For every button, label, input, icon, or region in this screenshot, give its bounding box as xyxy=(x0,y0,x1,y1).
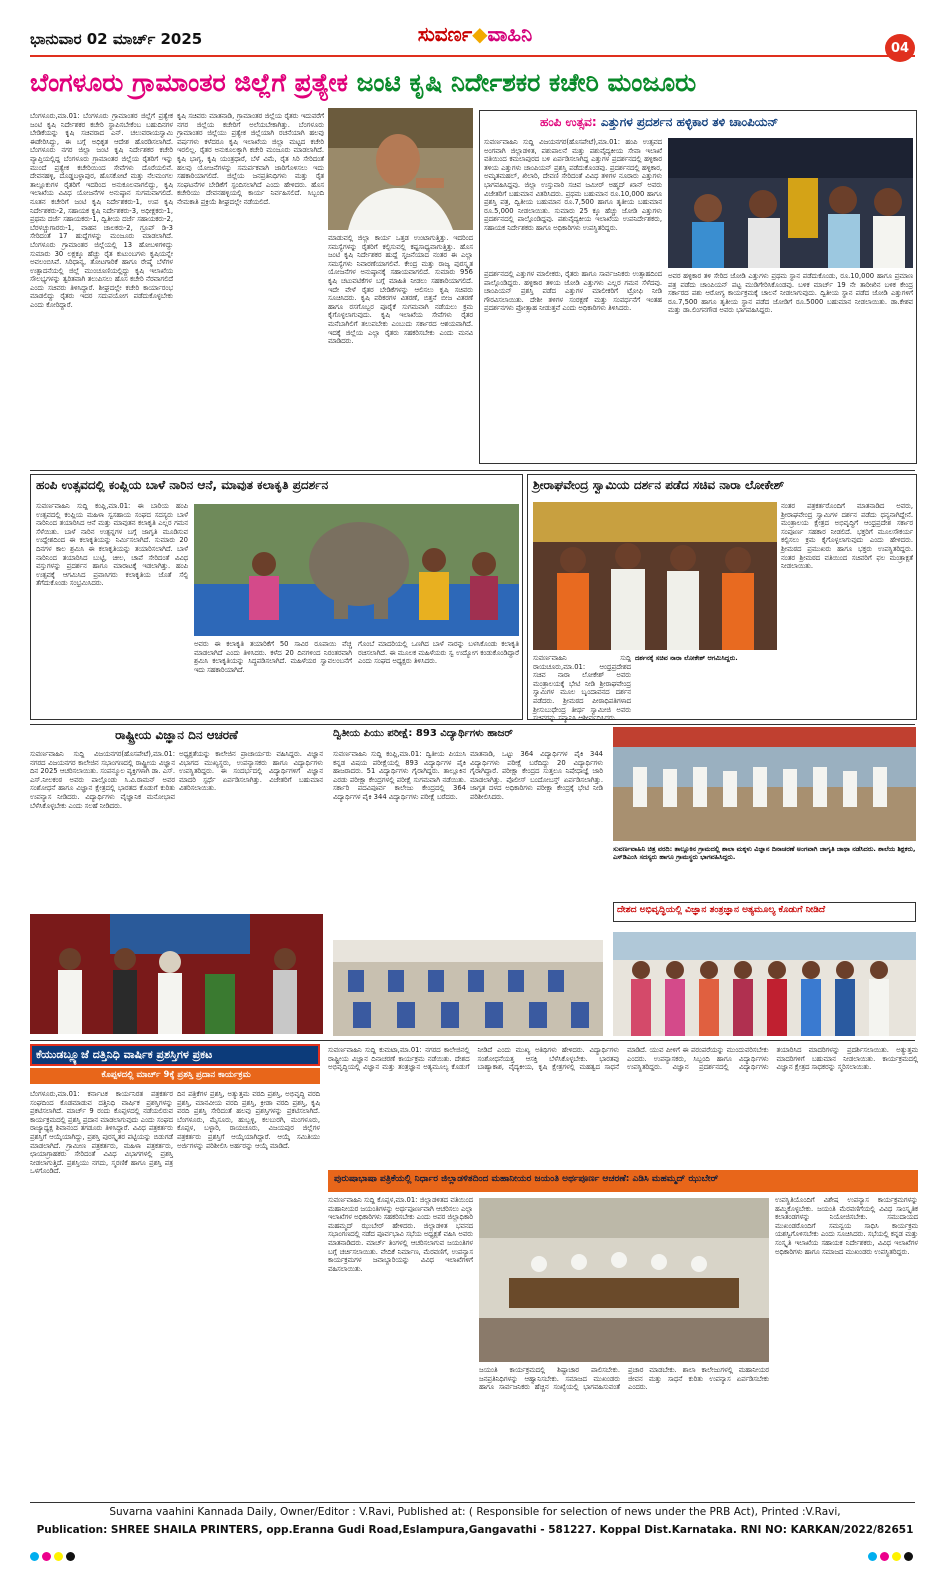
story3-column-1: ಸುವರ್ಣವಾಹಿನಿ ಸುದ್ದಿ ಕಂಪ್ಲಿ,ಮಾ.01: ಈ ಬಾರಿಯ ಹಂಪಿ ಉತ್ಸವದಲ್ಲಿ ಕಂಪ್ಲಿಯ ಮಹಿಳಾ ಸ್ವಸಹಾಯ ಸಂಘದ ಸದಸ್ಯರು ಬಾಳೆ ನಾರಿನಿಂದ ತಯಾರಿಸಿದ ಆನೆ ಮತ್ತು ಮಾವುತನ ಕಲಾಕೃತಿ ಎಲ್ಲರ ಗಮನ ಸೆಳೆಯಿತು. ಬಾಳೆ ನಾರಿನ ಉತ್ಪನ್ನಗಳ ಬಗ್ಗೆ ಜಾಗೃತಿ ಮೂಡಿಸುವ ಉದ್ದೇಶದಿಂದ ಈ ಕಲಾಕೃತಿಯನ್ನು ನಿರ್ಮಿಸಲಾಗಿದೆ. ಸುಮಾರು 20 ದಿನಗಳ ಕಾಲ ಶ್ರಮಿಸಿ ಈ ಕಲಾಕೃತಿಯನ್ನು ತಯಾರಿಸಲಾಗಿದೆ. ಬಾಳೆ ನಾರಿನಿಂದ ತಯಾರಿಸಿದ ಬುಟ್ಟಿ, ಚೀಲ, ಚಾಪೆ ಸೇರಿದಂತೆ ವಿವಿಧ ವಸ್ತುಗಳನ್ನು ಪ್ರದರ್ಶನ ಹಾಗೂ ಮಾರಾಟಕ್ಕೆ ಇಡಲಾಗಿತ್ತು. ಹಂಪಿ ಉತ್ಸವಕ್ಕೆ ಆಗಮಿಸಿದ ಪ್ರವಾಸಿಗರು ಕಲಾಕೃತಿಯ ಜೊತೆ ಸೆಲ್ಫಿ ತೆಗೆದುಕೊಂಡು ಸಂಭ್ರಮಿಸಿದರು. xyxy=(36,502,188,588)
story9-column-2: ದಿನ ಪತ್ರಿಕೆಗಳ ಪ್ರಶಸ್ತಿ, ಅತ್ಯುತ್ತಮ ವರದಿ ಪ್ರಶಸ್ತಿ, ಅಭಿವೃದ್ಧಿ ವರದಿ ಪ್ರಶಸ್ತಿ, ಮಾನವೀಯ ವರದಿ ಪ್ರಶಸ್ತಿ, ಕ್ರೀಡಾ ವರದಿ ಪ್ರಶಸ್ತಿ, ಕೃಷಿ ವರದಿ ಪ್ರಶಸ್ತಿ ಸೇರಿದಂತೆ ಹಲವು ಪ್ರಶಸ್ತಿಗಳನ್ನು ಪ್ರಕಟಿಸಲಾಗಿದೆ. ಬೆಂಗಳೂರು, ಮೈಸೂರು, ಹುಬ್ಬಳ್ಳಿ, ಕಲಬುರಗಿ, ಮಂಗಳೂರು, ಕೊಪ್ಪಳ, ಬಳ್ಳಾರಿ, ರಾಯಚೂರು, ವಿಜಯಪುರ ಜಿಲ್ಲೆಗಳ ಪತ್ರಕರ್ತರು ಪ್ರಶಸ್ತಿಗೆ ಆಯ್ಕೆಯಾಗಿದ್ದಾರೆ. ಆಯ್ಕೆ ಸಮಿತಿಯು ಅರ್ಜಿಗಳನ್ನು ಪರಿಶೀಲಿಸಿ ಅರ್ಹರನ್ನು ಆಯ್ಕೆ ಮಾಡಿದೆ. xyxy=(177,1090,320,1150)
registration-marks-right xyxy=(868,1552,913,1562)
story3-column-3: ಗೊಂಬೆ ಮಾದರಿಯಲ್ಲಿ ಒಣಗಿದ ಬಾಳೆ ನಾರನ್ನು ಬಳಸಿಕೊಂಡು ಕಲಾಕೃತಿ ರಚಿಸಲಾಗಿದೆ. ಈ ಮೂಲಕ ಮಹಿಳೆಯರು ಸ್ವ ಉದ್ಯೋಗ ಕಂಡುಕೊಂಡಿದ್ದಾರೆ ಎಂದು ಸಂಘದ ಅಧ್ಯಕ್ಷರು ತಿಳಿಸಿದರು. xyxy=(358,640,519,666)
divider-2 xyxy=(30,724,915,725)
story4-column-2: ನಂತರ ಪತ್ರಕರ್ತರೊಂದಿಗೆ ಮಾತನಾಡಿದ ಅವರು, ಶ್ರೀರಾಘವೇಂದ್ರ ಸ್ವಾಮಿಗಳ ದರ್ಶನ ಪಡೆದು ಧನ್ಯನಾಗಿದ್ದೇನೆ. ಮಂತ್ರಾಲಯ ಕ್ಷೇತ್ರದ ಅಭಿವೃದ್ಧಿಗೆ ಆಂಧ್ರಪ್ರದೇಶ ಸರ್ಕಾರ ಸಂಪೂರ್ಣ ಸಹಕಾರ ನೀಡಲಿದೆ. ಭಕ್ತರಿಗೆ ಮೂಲಸೌಕರ್ಯ ಕಲ್ಪಿಸಲು ಕ್ರಮ ಕೈಗೊಳ್ಳಲಾಗುವುದು ಎಂದು ಹೇಳಿದರು. ಶ್ರೀಮಠದ ಪ್ರಮುಖರು ಹಾಗೂ ಭಕ್ತರು ಉಪಸ್ಥಿತರಿದ್ದರು. ನಂತರ ಶ್ರೀಮಠದ ವತಿಯಿಂದ ಸಚಿವರಿಗೆ ಫಲ ಮಂತ್ರಾಕ್ಷತೆ ನೀಡಲಾಯಿತು. xyxy=(781,502,913,571)
story4-column-1: ಸುವರ್ಣವಾಹಿನಿ ಸುದ್ದಿ ರಾಯಚೂರು,ಮಾ.01: ಆಂಧ್ರಪ್ರದೇಶದ ಸಚಿವ ನಾರಾ ಲೋಕೇಶ್ ಅವರು ಮಂತ್ರಾಲಯಕ್ಕೆ ಭೇಟಿ ನೀಡಿ ಶ್ರೀರಾಘವೇಂದ್ರ ಸ್ವಾಮಿಗಳ ಮೂಲ ಬೃಂದಾವನದ ದರ್ಶನ ಪಡೆದರು. ಶ್ರೀಮಠದ ಪೀಠಾಧಿಪತಿಗಳಾದ ಶ್ರೀಸುಬುಧೇಂದ್ರ ತೀರ್ಥ ಸ್ವಾಮೀಜಿ ಅವರು ಸಚಿವರನ್ನು ಸನ್ಮಾನಿಸಿ ಆಶೀರ್ವದಿಸಿದರು. xyxy=(533,654,631,723)
main-headline-part-2: ಜಂಟಿ ಕೃಷಿ ನಿರ್ದೇಶಕರ ಕಚೇರಿ ಮಂಜೂರು xyxy=(347,68,697,97)
story1-column-2: ಕೃಷಿ ಸಚಿವರು ಮಾತನಾಡಿ, ಗ್ರಾಮಾಂತರ ಜಿಲ್ಲೆಯ ರೈತರು ಇದುವರೆಗೆ ನಗರ ಜಿಲ್ಲೆಯ ಕಚೇರಿಗೆ ಅಲೆಯಬೇಕಾಗಿತ್ತು. ಬೆಂಗಳೂರು ಗ್ರಾಮಾಂತರ ಜಿಲ್ಲೆಯು ಪ್ರತ್ಯೇಕ ಜಿಲ್ಲೆಯಾಗಿ ರಚನೆಯಾಗಿ ಹಲವು ವರ್ಷಗಳು ಕಳೆದರೂ ಕೃಷಿ ಇಲಾಖೆಯ ಜಿಲ್ಲಾ ಮಟ್ಟದ ಕಚೇರಿ ಇರಲಿಲ್ಲ. ರೈತರ ಅನುಕೂಲಕ್ಕಾಗಿ ಕಚೇರಿ ಮಂಜೂರು ಮಾಡಲಾಗಿದೆ. ಕೃಷಿ ಭಾಗ್ಯ, ಕೃಷಿ ಯಂತ್ರಧಾರೆ, ಬೆಳೆ ವಿಮೆ, ರೈತ ಸಿರಿ ಸೇರಿದಂತೆ ಹಲವು ಯೋಜನೆಗಳನ್ನು ಸಮರ್ಪಕವಾಗಿ ಜಾರಿಗೊಳಿಸಲು ಇದು ಸಹಕಾರಿಯಾಗಲಿದೆ. ಜಿಲ್ಲೆಯ ಜನಪ್ರತಿನಿಧಿಗಳು ಮತ್ತು ರೈತ ಸಂಘಟನೆಗಳ ಬೇಡಿಕೆಗೆ ಸ್ಪಂದಿಸಲಾಗಿದೆ ಎಂದು ಹೇಳಿದರು. ಹೊಸ ಕಚೇರಿಯು ದೇವನಹಳ್ಳಿಯಲ್ಲಿ ಕಾರ್ಯ ನಿರ್ವಹಿಸಲಿದೆ. ಸಿಬ್ಬಂದಿ ನೇಮಕಾತಿ ಪ್ರಕ್ರಿಯೆ ಶೀಘ್ರದಲ್ಲೇ ನಡೆಯಲಿದೆ. xyxy=(177,112,324,206)
story9-column-1: ಬೆಂಗಳೂರು,ಮಾ.01: ಕರ್ನಾಟಕ ಕಾರ್ಯನಿರತ ಪತ್ರಕರ್ತರ ಸಂಘದಿಂದ ಕೊಡಮಾಡುವ ದತ್ತಿನಿಧಿ ವಾರ್ಷಿಕ ಪ್ರಶಸ್ತಿಗಳನ್ನು ಪ್ರಕಟಿಸಲಾಗಿದೆ. ಮಾರ್ಚ್ 9 ರಂದು ಕೊಪ್ಪಳದಲ್ಲಿ ನಡೆಯಲಿರುವ ಕಾರ್ಯಕ್ರಮದಲ್ಲಿ ಪ್ರಶಸ್ತಿ ಪ್ರದಾನ ಮಾಡಲಾಗುವುದು ಎಂದು ಸಂಘದ ರಾಜ್ಯಾಧ್ಯಕ್ಷ ಶಿವಾನಂದ ತಗಡೂರು ತಿಳಿಸಿದ್ದಾರೆ. ವಿವಿಧ ಪತ್ರಕರ್ತರು ಪ್ರಶಸ್ತಿಗೆ ಆಯ್ಕೆಯಾಗಿದ್ದು, ಪ್ರಶಸ್ತಿ ಪುರಸ್ಕೃತರ ಪಟ್ಟಿಯನ್ನು ಬಿಡುಗಡೆ ಮಾಡಲಾಗಿದೆ. ಗ್ರಾಮೀಣ ಪತ್ರಕರ್ತರು, ಮಹಿಳಾ ಪತ್ರಕರ್ತರು, ಛಾಯಾಗ್ರಾಹಕರು ಸೇರಿದಂತೆ ವಿವಿಧ ವಿಭಾಗಗಳಲ್ಲಿ ಪ್ರಶಸ್ತಿ ನೀಡಲಾಗುತ್ತಿದೆ. ಪ್ರಶಸ್ತಿಯು ನಗದು, ಸ್ಮರಣಿಕೆ ಹಾಗೂ ಪ್ರಶಸ್ತಿ ಪತ್ರ ಒಳಗೊಂಡಿದೆ. xyxy=(30,1090,173,1176)
divider-3 xyxy=(30,1040,915,1041)
main-headline xyxy=(30,68,920,106)
minister-photo xyxy=(328,108,473,230)
story2-column-2: ಪ್ರದರ್ಶನದಲ್ಲಿ ಎತ್ತುಗಳ ಮಾಲೀಕರು, ರೈತರು ಹಾಗೂ ಸಾರ್ವಜನಿಕರು ಉತ್ಸಾಹದಿಂದ ಪಾಲ್ಗೊಂಡಿದ್ದರು. ಹಳ್ಳಿಕಾರ ತಳಿಯ ಜೋಡಿ ಎತ್ತುಗಳು ಎಲ್ಲರ ಗಮನ ಸೆಳೆದವು. ಚಾಂಪಿಯನ್ ಪ್ರಶಸ್ತಿ ಪಡೆದ ಎತ್ತುಗಳ ಮಾಲೀಕರಿಗೆ ಟ್ರೋಫಿ ನೀಡಿ ಗೌರವಿಸಲಾಯಿತು. ದೇಶೀ ತಳಿಗಳ ಸಂರಕ್ಷಣೆ ಮತ್ತು ಸಂವರ್ಧನೆಗೆ ಇಂತಹ ಪ್ರದರ್ಶನಗಳು ಪ್ರೋತ್ಸಾಹ ನೀಡುತ್ತವೆ ಎಂದು ಅಧಿಕಾರಿಗಳು ತಿಳಿಸಿದರು. xyxy=(484,270,662,313)
rally-photo xyxy=(613,727,916,841)
story9-subtitle: ಕೊಪ್ಪಳದಲ್ಲಿ ಮಾರ್ಚ್ 9ಕ್ಕೆ ಪ್ರಶಸ್ತಿ ಪ್ರದಾನ ಕಾರ್ಯಕ್ರಮ xyxy=(101,1070,251,1080)
temple-visit-photo xyxy=(533,502,777,650)
story2-column-3: ಅವರ ಹಳ್ಳಿಕಾರ ತಳಿ ಸೇರಿದ ಜೋಡಿ ಎತ್ತುಗಳು ಪ್ರಥಮ ಸ್ಥಾನ ಪಡೆದುಕೊಂಡು, ರೂ.10,000 ಹಾಗೂ ಪ್ರಮಾಣ ಪತ್ರ ಪಡೆದು ಚಾಂಪಿಯನ್ ಪಟ್ಟ ಮುಡಿಗೇರಿಸಿಕೊಂಡವು. ಬಳಿಕ ಮಾರ್ಚ್ 19 ನೇ ತಾರೀಖಿನ ಬಳಿಕ ಕೇಂದ್ರ ಸರ್ಕಾರದ ಪಶು ಆರೋಗ್ಯ ಕಾರ್ಯಕ್ರಮಕ್ಕೆ ಚಾಲನೆ ನೀಡಲಾಗುವುದು. ದ್ವಿತೀಯ ಸ್ಥಾನ ಪಡೆದ ಜೋಡಿ ಎತ್ತುಗಳಿಗೆ ರೂ.7,500 ಹಾಗೂ ತೃತೀಯ ಸ್ಥಾನ ಪಡೆದ ಜೋಡಿಗೆ ರೂ.5000 ಬಹುಮಾನ ನೀಡಲಾಯಿತು. ಡಾ.ಕೇಶವ ಮತ್ತು ಡಾ.ಲಿಂಗನಗೌಡ ಅವರು ಭಾಗವಹಿಸಿದ್ದರು. xyxy=(668,272,913,315)
header-rule xyxy=(30,55,915,57)
story3-column-2: ಅವರು ಈ ಕಲಾಕೃತಿ ತಯಾರಿಕೆಗೆ 50 ಸಾವಿರ ರೂಪಾಯಿ ವೆಚ್ಚ ಮಾಡಲಾಗಿದೆ ಎಂದು ತಿಳಿಸಿದರು. ಕಳೆದ 20 ದಿನಗಳಿಂದ ನಿರಂತರವಾಗಿ ಶ್ರಮಿಸಿ ಕಲಾಕೃತಿಯನ್ನು ಸಿದ್ಧಪಡಿಸಲಾಗಿದೆ. ಮಹಿಳೆಯರ ಸ್ವಾವಲಂಬನೆಗೆ ಇದು ಸಹಕಾರಿಯಾಗಿದೆ. xyxy=(194,640,352,674)
page-number: 04 xyxy=(885,34,915,62)
issue-date: ಭಾನುವಾರ 02 ಮಾರ್ಚ್ 2025 xyxy=(30,30,203,48)
story5-column-1: ಸುವರ್ಣವಾಹಿನಿ ಸುದ್ದಿ ವಿಜಯನಗರ(ಹೊಸಪೇಟೆ),ಮಾ.01: ನಗರದ ವಿಜಯನಗರ ಕಾಲೇಜಿನ ಸಭಾಂಗಣದಲ್ಲಿ ರಾಷ್ಟ್ರೀಯ ವಿಜ್ಞಾನ ದಿನ 2025 ಆಚರಿಸಲಾಯಿತು. ಸಂಪನ್ಮೂಲ ವ್ಯಕ್ತಿಗಳಾಗಿ ಡಾ. ಎಸ್. ಎಸ್.ನೀಲಕಂಠ ಅವರು ಪಾಲ್ಗೊಂಡು ಸಿ.ವಿ.ರಾಮನ್ ಅವರ ಸಂಶೋಧನೆ ಹಾಗೂ ವಿಜ್ಞಾನ ಕ್ಷೇತ್ರದಲ್ಲಿ ಭಾರತದ ಕೊಡುಗೆ ಕುರಿತು ಉಪನ್ಯಾಸ ನೀಡಿದರು. ವಿದ್ಯಾರ್ಥಿಗಳು ವೈಜ್ಞಾನಿಕ ಮನೋಭಾವ ಬೆಳೆಸಿಕೊಳ್ಳಬೇಕು ಎಂದು ಸಲಹೆ ನೀಡಿದರು. xyxy=(30,750,175,810)
magenta-dot xyxy=(880,1552,889,1561)
yellow-dot xyxy=(54,1552,63,1561)
cyan-dot xyxy=(868,1552,877,1561)
science-day-photo xyxy=(30,914,323,1034)
story6-column-1: ಸುವರ್ಣವಾಹಿನಿ ಸುದ್ದಿ ಕಂಪ್ಲಿ,ಮಾ.01: ದ್ವಿತೀಯ ಪಿಯುಸಿ ಕನ್ನಡ ವಿಷಯ ಪರೀಕ್ಷೆಯಲ್ಲಿ 893 ವಿದ್ಯಾರ್ಥಿಗಳ ಪೈಕಿ ಹಾಜರಾದರು. 51 ವಿದ್ಯಾರ್ಥಿಗಳು ಗೈರಾಗಿದ್ದರು. ತಾಲ್ಲೂಕಿನ ಎರಡು ಪರೀಕ್ಷಾ ಕೇಂದ್ರಗಳಲ್ಲಿ ಪರೀಕ್ಷೆ ಸುಗಮವಾಗಿ ನಡೆಯಿತು. ಸರ್ಕಾರಿ ಪದವಿಪೂರ್ವ ಕಾಲೇಜು ಕೇಂದ್ರದಲ್ಲಿ 364 ವಿದ್ಯಾರ್ಥಿಗಳ ಪೈಕಿ 344 ವಿದ್ಯಾರ್ಥಿಗಳು ಪರೀಕ್ಷೆ ಬರೆದರು. xyxy=(333,750,466,801)
story10-body: ಸುವರ್ಣವಾಹಿನಿ ಸುದ್ದಿ ಕುಮಟಾ,ಮಾ.01: ನಗರದ ಕಾಲೇಜಿನಲ್ಲಿ ರಾಷ್ಟ್ರೀಯ ವಿಜ್ಞಾನ ದಿನಾಚರಣೆ ಕಾರ್ಯಕ್ರಮ ನಡೆಯಿತು. ದೇಶದ ಅಭಿವೃದ್ಧಿಯಲ್ಲಿ ವಿಜ್ಞಾನ ಮತ್ತು ತಂತ್ರಜ್ಞಾನ ಅತ್ಯಮೂಲ್ಯ ಕೊಡುಗೆ ನೀಡಿದೆ ಎಂದು ಮುಖ್ಯ ಅತಿಥಿಗಳು ಹೇಳಿದರು. ವಿದ್ಯಾರ್ಥಿಗಳು ಸಂಶೋಧನೆಯತ್ತ ಆಸಕ್ತಿ ಬೆಳೆಸಿಕೊಳ್ಳಬೇಕು. ಭಾರತವು ಬಾಹ್ಯಾಕಾಶ, ವೈದ್ಯಕೀಯ, ಕೃಷಿ ಕ್ಷೇತ್ರಗಳಲ್ಲಿ ಮಹತ್ವದ ಸಾಧನೆ ಮಾಡಿದೆ. ಯುವ ಪೀಳಿಗೆ ಈ ಪರಂಪರೆಯನ್ನು ಮುಂದುವರಿಸಬೇಕು ಎಂದರು. ಉಪನ್ಯಾಸಕರು, ಸಿಬ್ಬಂದಿ ಹಾಗೂ ವಿದ್ಯಾರ್ಥಿಗಳು ಉಪಸ್ಥಿತರಿದ್ದರು. ವಿಜ್ಞಾನ ಪ್ರದರ್ಶನದಲ್ಲಿ ವಿದ್ಯಾರ್ಥಿಗಳು ತಯಾರಿಸಿದ ಮಾದರಿಗಳನ್ನು ಪ್ರದರ್ಶಿಸಲಾಯಿತು. ಅತ್ಯುತ್ತಮ ಮಾದರಿಗಳಿಗೆ ಬಹುಮಾನ ನೀಡಲಾಯಿತು. ಕಾರ್ಯಕ್ರಮದಲ್ಲಿ ವಿಜ್ಞಾನ ಕ್ಷೇತ್ರದ ಸಾಧಕರನ್ನು ಸ್ಮರಿಸಲಾಯಿತು. xyxy=(328,1046,918,1072)
group-photo xyxy=(613,932,916,1036)
masthead-logo xyxy=(395,22,555,50)
story2-title: ಹಂಪಿ ಉತ್ಸವ: ಎತ್ತುಗಳ ಪ್ರದರ್ಶನ ಹಳ್ಳಿಕಾರ ತಳಿ ಚಾಂಪಿಯನ್ xyxy=(540,115,779,129)
registration-marks-left xyxy=(30,1552,75,1562)
story3-title: ಹಂಪಿ ಉತ್ಸವದಲ್ಲಿ ಕಂಪ್ಲಿಯ ಬಾಳೆ ನಾರಿನ ಆನೆ, ಮಾವುತ ಕಲಾಕೃತಿ ಪ್ರದರ್ಶನ xyxy=(36,478,329,492)
yellow-dot xyxy=(892,1552,901,1561)
masthead-part-2: ವಾಹಿನಿ xyxy=(487,22,533,46)
story6-title: ದ್ವಿತೀಯ ಪಿಯು ಪರೀಕ್ಷೆ: 893 ವಿದ್ಯಾರ್ಥಿಗಳು ಹಾಜರ್ xyxy=(333,728,513,739)
story5-column-2: ಅಧ್ಯಕ್ಷತೆಯನ್ನು ಕಾಲೇಜಿನ ಪ್ರಾಚಾರ್ಯರು ವಹಿಸಿದ್ದರು. ವಿಜ್ಞಾನ ವಿಭಾಗದ ಮುಖ್ಯಸ್ಥರು, ಉಪನ್ಯಾಸಕರು ಹಾಗೂ ವಿದ್ಯಾರ್ಥಿಗಳು ಉಪಸ್ಥಿತರಿದ್ದರು. ಈ ಸಂದರ್ಭದಲ್ಲಿ ವಿದ್ಯಾರ್ಥಿಗಳಿಗೆ ವಿಜ್ಞಾನ ಮಾದರಿ ಸ್ಪರ್ಧೆ ಏರ್ಪಡಿಸಲಾಗಿತ್ತು. ವಿಜೇತರಿಗೆ ಬಹುಮಾನ ವಿತರಿಸಲಾಯಿತು. xyxy=(179,750,323,793)
exam-hall-photo xyxy=(333,940,603,1036)
story1-column-3: ಮಾಡುವಲ್ಲಿ ಜಿಲ್ಲಾ ಕಾರ್ಯ ಒತ್ತಡ ಉಂಟಾಗುತ್ತಿತ್ತು. ಇದರಿಂದ ಸಮಸ್ಯೆಗಳನ್ನು ರೈತರಿಗೆ ಕಲ್ಪಿಸುವಲ್ಲಿ ಕಷ್ಟಸಾಧ್ಯವಾಗುತ್ತಿತ್ತು. ಹೊಸ ಜಂಟಿ ಕೃಷಿ ನಿರ್ದೇಶಕರ ಹುದ್ದೆ ಸೃಜನೆಯಾದ ನಂತರ ಈ ಎಲ್ಲಾ ಸಮಸ್ಯೆಗಳು ನಿವಾರಣೆಯಾಗಲಿವೆ. ಕೇಂದ್ರ ಮತ್ತು ರಾಜ್ಯ ಪುರಸ್ಕೃತ ಯೋಜನೆಗಳ ಅನುಷ್ಠಾನಕ್ಕೆ ಸಹಾಯವಾಗಲಿದೆ. ಸುಮಾರು 956 ಕೃಷಿ ಚಟುವಟಿಕೆಗಳ ಬಗ್ಗೆ ಮಾಹಿತಿ ನೀಡಲು ಸಹಕಾರಿಯಾಗಲಿದೆ. ಇದೇ ವೇಳೆ ರೈತರ ಬೇಡಿಕೆಗಳನ್ನು ಆಲಿಸಲು ಕೃಷಿ ಸಚಿವರು ಸೂಚಿಸಿದರು. ಕೃಷಿ ಪರಿಕರಗಳ ವಿತರಣೆ, ಬಿತ್ತನೆ ಬೀಜ ವಿತರಣೆ ಹಾಗೂ ರಸಗೊಬ್ಬರ ಪೂರೈಕೆ ಸುಗಮವಾಗಿ ನಡೆಯಲು ಕ್ರಮ ಕೈಗೊಳ್ಳಲಾಗುವುದು. ಕೃಷಿ ಇಲಾಖೆಯ ಸೇವೆಗಳು ರೈತರ ಮನೆಬಾಗಿಲಿಗೆ ತಲುಪಬೇಕು ಎಂಬುದು ಸರ್ಕಾರದ ಆಶಯವಾಗಿದೆ. ಇದಕ್ಕೆ ಜಿಲ್ಲೆಯ ಎಲ್ಲಾ ರೈತರು ಸಹಕರಿಸಬೇಕು ಎಂದು ಮನವಿ ಮಾಡಿದರು. xyxy=(328,234,473,346)
story6-column-2: ಮಾತನಾಡಿ, ಒಟ್ಟು 364 ವಿದ್ಯಾರ್ಥಿಗಳ ಪೈಕಿ 344 ವಿದ್ಯಾರ್ಥಿಗಳು ಪರೀಕ್ಷೆ ಬರೆದಿದ್ದು 20 ವಿದ್ಯಾರ್ಥಿಗಳು ಗೈರಾಗಿದ್ದಾರೆ. ಪರೀಕ್ಷಾ ಕೇಂದ್ರದ ಸುತ್ತಲೂ ನಿಷೇಧಾಜ್ಞೆ ಜಾರಿ ಮಾಡಲಾಗಿತ್ತು. ಪೊಲೀಸ್ ಬಂದೋಬಸ್ತ್ ಏರ್ಪಡಿಸಲಾಗಿತ್ತು. ಜಾಗೃತ ದಳದ ಅಧಿಕಾರಿಗಳು ಪರೀಕ್ಷಾ ಕೇಂದ್ರಕ್ಕೆ ಭೇಟಿ ನೀಡಿ ಪರಿಶೀಲಿಸಿದರು. xyxy=(470,750,603,801)
story5-title: ರಾಷ್ಟ್ರೀಯ ವಿಜ್ಞಾನ ದಿನ ಆಚರಣೆ xyxy=(115,728,238,742)
bull-show-photo xyxy=(668,138,913,268)
story2-column-1: ಸುವರ್ಣವಾಹಿನಿ ಸುದ್ದಿ ವಿಜಯನಗರ(ಹೊಸಪೇಟೆ),ಮಾ.01: ಹಂಪಿ ಉತ್ಸವದ ಅಂಗವಾಗಿ ಜಿಲ್ಲಾಡಳಿತ, ಪಶುಪಾಲನೆ ಮತ್ತು ಪಶುವೈದ್ಯಕೀಯ ಸೇವಾ ಇಲಾಖೆ ವತಿಯಿಂದ ಕಮಲಾಪುರದ ಬಳಿ ಏರ್ಪಡಿಸಲಾಗಿದ್ದ ಎತ್ತುಗಳ ಪ್ರದರ್ಶನದಲ್ಲಿ ಹಳ್ಳಿಕಾರ ತಳಿಯ ಎತ್ತುಗಳು ಚಾಂಪಿಯನ್ ಪ್ರಶಸ್ತಿ ಪಡೆದುಕೊಂಡವು. ಪ್ರದರ್ಶನದಲ್ಲಿ ಹಳ್ಳಿಕಾರ, ಅಮೃತಮಹಲ್, ಖಿಲಾರಿ, ದೇವಣಿ ಸೇರಿದಂತೆ ವಿವಿಧ ತಳಿಗಳ ನೂರಾರು ಎತ್ತುಗಳು ಭಾಗವಹಿಸಿದ್ದವು. ಜಿಲ್ಲಾ ಉಸ್ತುವಾರಿ ಸಚಿವ ಜಮೀರ್ ಅಹ್ಮದ್ ಖಾನ್ ಅವರು ವಿಜೇತರಿಗೆ ಬಹುಮಾನ ವಿತರಿಸಿದರು. ಪ್ರಥಮ ಬಹುಮಾನ ರೂ.10,000 ಹಾಗೂ ಪ್ರಶಸ್ತಿ ಪತ್ರ, ದ್ವಿತೀಯ ಬಹುಮಾನ ರೂ.7,500 ಹಾಗೂ ತೃತೀಯ ಬಹುಮಾನ ರೂ.5,000 ನೀಡಲಾಯಿತು. ಸುಮಾರು 25 ಕ್ಕೂ ಹೆಚ್ಚು ಜೋಡಿ ಎತ್ತುಗಳು ಪ್ರದರ್ಶನದಲ್ಲಿ ಪಾಲ್ಗೊಂಡಿದ್ದವು. ಪಶುವೈದ್ಯಕೀಯ ಇಲಾಖೆಯ ಉಪನಿರ್ದೇಶಕರು, ಸಹಾಯಕ ನಿರ್ದೇಶಕರು ಹಾಗೂ ಅಧಿಕಾರಿಗಳು ಉಪಸ್ಥಿತರಿದ್ದರು. xyxy=(484,138,662,232)
story1-column-1: ಬೆಂಗಳೂರು,ಮಾ.01: ಬೆಂಗಳೂರು ಗ್ರಾಮಾಂತರ ಜಿಲ್ಲೆಗೆ ಪ್ರತ್ಯೇಕ ಜಂಟಿ ಕೃಷಿ ನಿರ್ದೇಶಕರ ಕಚೇರಿ ಸ್ಥಾಪಿಸಬೇಕೆಂಬ ಬಹುದಿನಗಳ ಬೇಡಿಕೆಯನ್ನು ಕೃಷಿ ಸಚಿವರಾದ ಎನ್. ಚಲುವರಾಯಸ್ವಾಮಿ ಈಡೇರಿಸಿದ್ದು, ಈ ಬಗ್ಗೆ ಅಧಿಕೃತ ಆದೇಶ ಹೊರಡಿಸಲಾಗಿದೆ. ಬೆಂಗಳೂರು ನಗರ ಜಿಲ್ಲಾ ಜಂಟಿ ಕೃಷಿ ನಿರ್ದೇಶಕರ ಕಚೇರಿ ವ್ಯಾಪ್ತಿಯಲ್ಲಿದ್ದ ಬೆಂಗಳೂರು ಗ್ರಾಮಾಂತರ ಜಿಲ್ಲೆಯ ರೈತರಿಗೆ ಇನ್ನು ಮುಂದೆ ಪ್ರತ್ಯೇಕ ಕಚೇರಿಯಿಂದ ಸೇವೆಗಳು ದೊರೆಯಲಿವೆ. ದೇವನಹಳ್ಳಿ, ದೊಡ್ಡಬಳ್ಳಾಪುರ, ಹೊಸಕೋಟೆ ಮತ್ತು ನೆಲಮಂಗಲ ತಾಲ್ಲೂಕುಗಳ ರೈತರಿಗೆ ಇದರಿಂದ ಅನುಕೂಲವಾಗಲಿದ್ದು, ಕೃಷಿ ಇಲಾಖೆಯ ವಿವಿಧ ಯೋಜನೆಗಳ ಅನುಷ್ಠಾನ ಸುಗಮವಾಗಲಿದೆ. ನೂತನ ಕಚೇರಿಗೆ ಜಂಟಿ ಕೃಷಿ ನಿರ್ದೇಶಕರು-1, ಉಪ ಕೃಷಿ ನಿರ್ದೇಶಕರು-2, ಸಹಾಯಕ ಕೃಷಿ ನಿರ್ದೇಶಕರು-3, ಅಧೀಕ್ಷಕರು-1, ಪ್ರಥಮ ದರ್ಜೆ ಸಹಾಯಕರು-1, ದ್ವಿತೀಯ ದರ್ಜೆ ಸಹಾಯಕರು-2, ಬೆರಳಚ್ಚುಗಾರರು-1, ವಾಹನ ಚಾಲಕರು-2, ಗ್ರೂಪ್ ಡಿ-3 ಸೇರಿದಂತೆ 17 ಹುದ್ದೆಗಳನ್ನು ಮಂಜೂರು ಮಾಡಲಾಗಿದೆ. ಬೆಂಗಳೂರು ಗ್ರಾಮಾಂತರ ಜಿಲ್ಲೆಯಲ್ಲಿ 13 ಹೋಬಳಿಗಳಿದ್ದು ಸುಮಾರು 30 ಲಕ್ಷಕ್ಕೂ ಹೆಚ್ಚು ರೈತ ಕುಟುಂಬಗಳು ಕೃಷಿಯನ್ನೇ ಅವಲಂಬಿಸಿವೆ. ಸಿರಿಧಾನ್ಯ, ತೋಟಗಾರಿಕೆ ಹಾಗೂ ರೇಷ್ಮೆ ಬೆಳೆಗಳ ಉತ್ಪಾದನೆಯಲ್ಲಿ ಜಿಲ್ಲೆ ಮುಂಚೂಣಿಯಲ್ಲಿದ್ದು ಕೃಷಿ ಇಲಾಖೆಯ ಸೌಲಭ್ಯಗಳನ್ನು ತ್ವರಿತವಾಗಿ ತಲುಪಿಸಲು ಹೊಸ ಕಚೇರಿ ನೆರವಾಗಲಿದೆ ಎಂದು ಸಚಿವರು ತಿಳಿಸಿದ್ದಾರೆ. ಶೀಘ್ರದಲ್ಲೇ ಕಚೇರಿ ಕಾರ್ಯಾರಂಭ ಮಾಡಲಿದ್ದು ರೈತರು ಇದರ ಸದುಪಯೋಗ ಪಡೆದುಕೊಳ್ಳಬೇಕು ಎಂದು ಕೋರಿದ್ದಾರೆ. xyxy=(30,112,173,310)
story4-title: ಶ್ರೀರಾಘವೇಂದ್ರ ಸ್ವಾಮಿಯ ದರ್ಶನ ಪಡೆದ ಸಚಿವ ನಾರಾ ಲೋಕೇಶ್ xyxy=(533,478,785,492)
story9-title: ಕೆಯುಡಬ್ಲ್ಯೂಜೆ ದತ್ತಿನಿಧಿ ವಾರ್ಷಿಕ ಪ್ರಶಸ್ತಿಗಳ ಪ್ರಕಟ xyxy=(36,1048,213,1061)
story11-column-2: ಜಯಂತಿ ಕಾರ್ಯಕ್ರಮದಲ್ಲಿ ಶಿಷ್ಟಾಚಾರ ಪಾಲಿಸಬೇಕು. ಜನಪ್ರತಿನಿಧಿಗಳನ್ನು ಆಹ್ವಾನಿಸಬೇಕು. ಸಮಾಜದ ಮುಖಂಡರು ಹಾಗೂ ಸಾರ್ವಜನಿಕರು ಹೆಚ್ಚಿನ ಸಂಖ್ಯೆಯಲ್ಲಿ ಭಾಗವಹಿಸುವಂತೆ ಪ್ರಚಾರ ಮಾಡಬೇಕು. ಶಾಲಾ ಕಾಲೇಜುಗಳಲ್ಲಿ ಮಹಾನೀಯರ ಜೀವನ ಮತ್ತು ಸಾಧನೆ ಕುರಿತು ಉಪನ್ಯಾಸ ಏರ್ಪಡಿಸಬೇಕು ಎಂದರು. xyxy=(479,1366,769,1392)
story7-caption: ಸುವರ್ಣವಾಹಿನಿ ಚಿತ್ರ ವರದಿ: ತಾಲ್ಲೂಕಿನ ಗ್ರಾಮದಲ್ಲಿ ಶಾಲಾ ಮಕ್ಕಳು ವಿಜ್ಞಾನ ದಿನಾಚರಣೆ ಅಂಗವಾಗಿ ಜಾಗೃತಿ ಜಾಥಾ ನಡೆಸಿದರು. ಶಾಲೆಯ ಶಿಕ್ಷಕರು, ಎಸ್‌ಡಿಎಂಸಿ ಸದಸ್ಯರು ಹಾಗೂ ಗ್ರಾಮಸ್ಥರು ಭಾಗವಹಿಸಿದ್ದರು. xyxy=(613,845,916,862)
masthead-part-1: ಸುವರ್ಣ xyxy=(417,22,473,46)
story8-title: ದೇಶದ ಅಭಿವೃದ್ಧಿಯಲ್ಲಿ ವಿಜ್ಞಾನ ತಂತ್ರಜ್ಞಾನ ಅತ್ಯಮೂಲ್ಯ ಕೊಡುಗೆ ನೀಡಿದೆ xyxy=(617,905,826,915)
story11-column-1: ಸುವರ್ಣವಾಹಿನಿ ಸುದ್ದಿ ಕೊಪ್ಪಳ,ಮಾ.01: ಜಿಲ್ಲಾಡಳಿತದ ವತಿಯಿಂದ ಮಹಾನೀಯರ ಜಯಂತಿಗಳನ್ನು ಅರ್ಥಪೂರ್ಣವಾಗಿ ಆಚರಿಸಲು ಎಲ್ಲಾ ಇಲಾಖೆಗಳ ಅಧಿಕಾರಿಗಳು ಸಹಕರಿಸಬೇಕು ಎಂದು ಅಪರ ಜಿಲ್ಲಾಧಿಕಾರಿ ಮಹಮ್ಮದ್ ಝುಬೇರ್ ಹೇಳಿದರು. ಜಿಲ್ಲಾಡಳಿತ ಭವನದ ಸಭಾಂಗಣದಲ್ಲಿ ನಡೆದ ಪೂರ್ವಭಾವಿ ಸಭೆಯ ಅಧ್ಯಕ್ಷತೆ ವಹಿಸಿ ಅವರು ಮಾತನಾಡಿದರು. ಮಾರ್ಚ್ ತಿಂಗಳಲ್ಲಿ ಆಚರಿಸಲಾಗುವ ಜಯಂತಿಗಳ ಬಗ್ಗೆ ಚರ್ಚಿಸಲಾಯಿತು. ವೇದಿಕೆ ನಿರ್ಮಾಣ, ಮೆರವಣಿಗೆ, ಉಪನ್ಯಾಸ ಕಾರ್ಯಕ್ರಮಗಳ ಜವಾಬ್ದಾರಿಯನ್ನು ವಿವಿಧ ಇಲಾಖೆಗಳಿಗೆ ವಹಿಸಲಾಯಿತು. xyxy=(328,1196,473,1273)
cyan-dot xyxy=(30,1552,39,1561)
footer-line-2: Publication: SHREE SHAILA PRINTERS, opp.Eranna Gudi Road,Eslampura,Gangavathi - 581227. Koppal Dist.Karnataka. RNI NO: KARKAN/2022/82651 xyxy=(36,1524,914,1536)
divider-1 xyxy=(30,470,915,471)
black-dot xyxy=(904,1552,913,1561)
lamp-icon: ◆ xyxy=(472,22,488,46)
meeting-photo xyxy=(479,1198,769,1362)
footer-line-1: Suvarna vaahini Kannada Daily, Owner/Editor : V.Ravi, Published at: ( Responsible for selection of news under the PRB Act), Printed :V.Ravi, xyxy=(109,1506,841,1518)
main-headline-part-1: ಬೆಂಗಳೂರು ಗ್ರಾಮಾಂತರ ಜಿಲ್ಲೆಗೆ ಪ್ರತ್ಯೇಕ xyxy=(30,68,348,97)
magenta-dot xyxy=(42,1552,51,1561)
story11-column-3: ಉಪಸ್ಥಿತಿಯೊಂದಿಗೆ ವಿಶೇಷ ಉಪನ್ಯಾಸ ಕಾರ್ಯಕ್ರಮಗಳನ್ನು ಹಮ್ಮಿಕೊಳ್ಳಬೇಕು. ಜಯಂತಿ ಮೆರವಣಿಗೆಯಲ್ಲಿ ವಿವಿಧ ಸಾಂಸ್ಕೃತಿಕ ಕಲಾತಂಡಗಳನ್ನು ನಿಯೋಜಿಸಬೇಕು. ಸಮುದಾಯದ ಮುಖಂಡರೊಂದಿಗೆ ಸಮನ್ವಯ ಸಾಧಿಸಿ ಕಾರ್ಯಕ್ರಮ ಯಶಸ್ವಿಗೊಳಿಸಬೇಕು ಎಂದು ಸೂಚಿಸಿದರು. ಸಭೆಯಲ್ಲಿ ಕನ್ನಡ ಮತ್ತು ಸಂಸ್ಕೃತಿ ಇಲಾಖೆಯ ಸಹಾಯಕ ನಿರ್ದೇಶಕರು, ವಿವಿಧ ಇಲಾಖೆಗಳ ಅಧಿಕಾರಿಗಳು ಹಾಗೂ ಸಮಾಜದ ಮುಖಂಡರು ಉಪಸ್ಥಿತರಿದ್ದರು. xyxy=(775,1196,918,1256)
footer-rule xyxy=(30,1502,915,1503)
banana-fiber-elephant-photo xyxy=(194,504,519,636)
story11-title: ಪುರುಷಾಭಾಷಾ ಪತ್ರಿಕೆಯಲ್ಲಿ ನಿರ್ಧಾರ ಜಿಲ್ಲಾಡಳಿತದಿಂದ ಮಹಾನೀಯರ ಜಯಂತಿ ಅರ್ಥಪೂರ್ಣ ಆಚರಣೆ: ಎಡಿಸಿ ಮಹಮ್ಮದ್ ಝುಬೇರ್ xyxy=(334,1174,719,1184)
story4-caption: ದರ್ಶನಕ್ಕೆ ಸಚಿವ ನಾರಾ ಲೋಕೇಶ್ ಆಗಮಿಸಿದ್ದರು. xyxy=(635,654,738,662)
black-dot xyxy=(66,1552,75,1561)
